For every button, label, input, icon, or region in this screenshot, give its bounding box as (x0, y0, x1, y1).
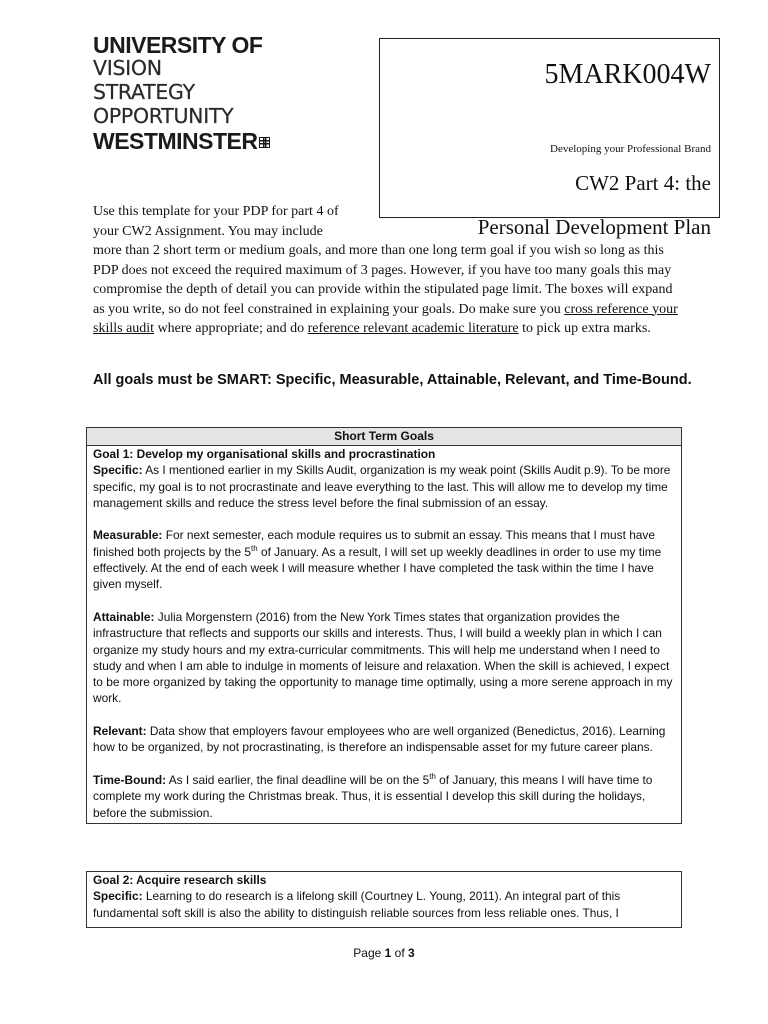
skills-audit-reference-link[interactable]: cross reference your skills audit (93, 301, 678, 336)
short-term-goals-table (86, 427, 682, 824)
logo-line-strategy: STRATEGY (93, 80, 195, 104)
goal-2-table (86, 871, 682, 928)
module-name: Developing your Professional Brand (550, 143, 711, 155)
goal-2-cell[interactable] (87, 872, 681, 923)
goal-1-specific: Specific: As I mentioned earlier in my Skills Audit, organization is my weak point (Skills Audit p.9). To be more specific, my goal is to not procrastinate and leave everything to the last. This will allow me to develop my time management skills and reduce the stress level before the final submission of an essay. (93, 463, 671, 510)
logo-line-vision: VISION (93, 56, 162, 80)
total-page-count: 3 (408, 946, 415, 960)
intro-mid-text: where appropriate; and do (154, 321, 308, 336)
current-page-number: 1 (384, 946, 392, 960)
intro-line-1: Use this template for your PDP for part 4 of (93, 204, 339, 219)
goal-2-title: Goal 2: Acquire research skills (93, 873, 267, 887)
goal-2-specific: Specific: Learning to do research is a lifelong skill (Courtney L. Young, 2011). An integral part of this fundamental soft skill is also the ability to distinguish reliable sources from less reliable ones. Thus, I (93, 889, 621, 920)
university-logo (93, 34, 270, 154)
title-box (379, 38, 720, 239)
goal-1-title: Goal 1: Develop my organisational skills and procrastination (93, 447, 436, 461)
intro-paragraph (93, 202, 683, 339)
page-footer: Page 1 of 3 (353, 946, 415, 960)
goal-1-measurable: Measurable: For next semester, each module requires us to submit an essay. This means that I must have finished both projects by the 5th of January. As a result, I will set up weekly deadlines in order to use my time effectively. At the end of each week I will measure whether I have completed the task within the time I have given myself. (93, 528, 662, 592)
goal-1-time-bound: Time-Bound: As I said earlier, the final deadline will be on the 5th of January, this means I will have time to complete my work during the Christmas break. Thus, it is essential I develop this skill during the holidays, before the submission. (93, 771, 653, 820)
intro-end-text: to pick up extra marks. (518, 321, 651, 336)
academic-literature-reference-link[interactable]: reference relevant academic literature (307, 321, 519, 336)
plan-title: Personal Development Plan (477, 215, 711, 239)
logo-line-westminster (93, 130, 270, 154)
smart-heading: All goals must be SMART: Specific, Measurable, Attainable, Relevant, and Time-Bound. (93, 372, 692, 388)
logo-westminster-text: WESTMINSTER (93, 128, 258, 154)
logo-line-university-of: UNIVERSITY OF (93, 32, 263, 58)
coursework-title: CW2 Part 4: the (575, 171, 711, 195)
intro-body-text: more than 2 short term or medium goals, and more than one long term goal if you wish so long as this PDP does not exceed the required maximum of 3 pages. However, if you have too many goals this may compromise the depth of detail you can provide within the stipulated page limit. The boxes will expand as you write, so do not feel constrained in explaining your goals. Do make sure you (93, 243, 673, 317)
goal-1-relevant: Relevant: Data show that employers favour employees who are well organized (Benedictus, 2016). Learning how to be organized, by not procrastinating, is therefore an indispensable asset for my future career plans. (93, 724, 666, 755)
intro-line-2: your CW2 Assignment. You may include (93, 223, 323, 239)
table-header: Short Term Goals (87, 428, 681, 446)
goal-1-attainable: Attainable: Julia Morgenstern (2016) from the New York Times states that organization provides the infrastructure that reflects and supports our skills and interests. Thus, I will build a weekly plan in which I can organize my study hours and my extra-curricular commitments. This will help me understand when I need to study and when I am able to indulge in moments of leisure and relaxation. When the skill is achieved, I expect to be more organized by taking the opportunity to manage time optimally, using a more serene approach in my work. (93, 609, 673, 706)
goal-1-cell[interactable] (87, 446, 681, 823)
module-code: 5MARK004W (544, 59, 711, 90)
crest-icon (259, 137, 270, 148)
logo-line-opportunity: OPPORTUNITY (93, 104, 234, 128)
intro-body (93, 241, 683, 339)
